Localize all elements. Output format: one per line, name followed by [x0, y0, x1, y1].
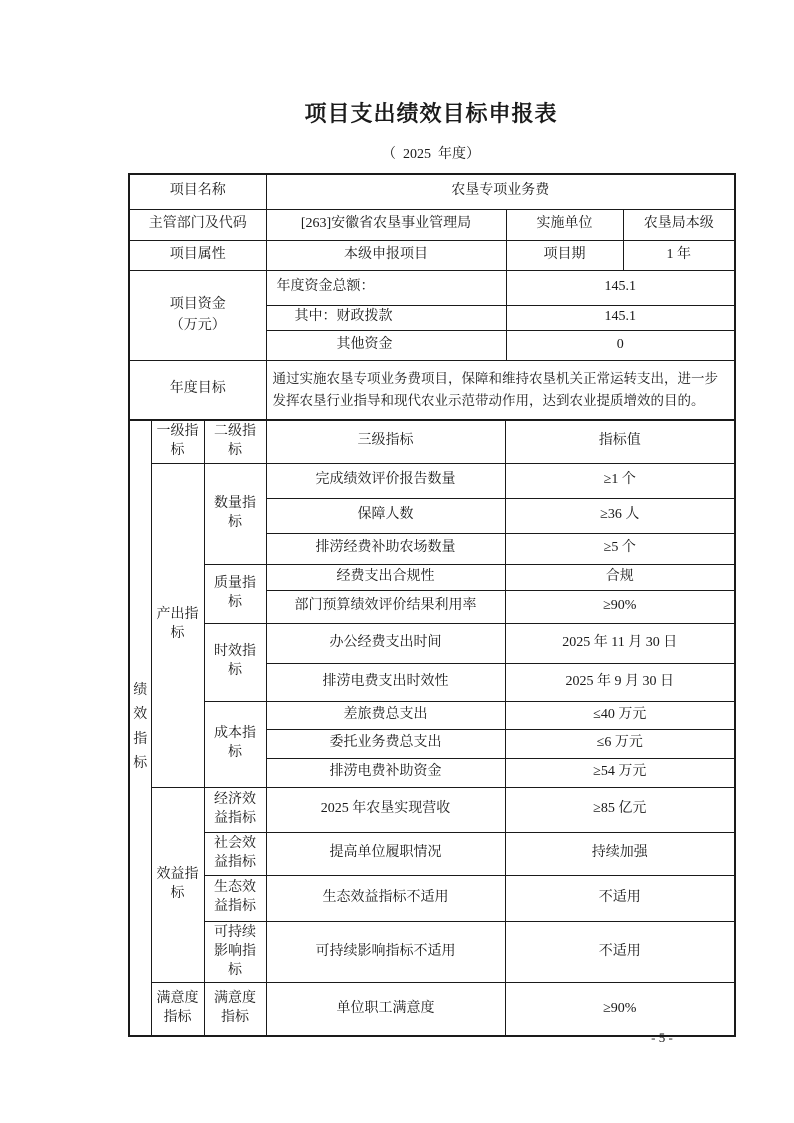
funds-label [129, 270, 266, 360]
indicator-header-row [129, 420, 735, 463]
indicator-name: 排涝电费支出时效性 [266, 663, 505, 701]
indicator-name: 部门预算绩效评价结果利用率 [266, 590, 505, 623]
indicator-value: ≥54 万元 [505, 758, 735, 787]
indicator-value: ≥90% [505, 983, 735, 1036]
header-level3: 三级指标 [266, 420, 505, 463]
annual-goal-label: 年度目标 [129, 360, 266, 420]
indicator-value: 不适用 [505, 875, 735, 921]
indicator-value: ≥5 个 [505, 533, 735, 564]
level2-timeliness: 时效指标 [204, 623, 266, 701]
level2-sustainable: 可持续影响指标 [204, 921, 266, 983]
period-label: 项目期 [506, 240, 623, 270]
level2-satisfaction: 满意度指标 [204, 983, 266, 1036]
funds-fiscal-value: 145.1 [506, 305, 735, 330]
project-name-value: 农垦专项业务费 [266, 174, 735, 209]
project-name-label: 项目名称 [129, 174, 266, 209]
level1-satisfaction: 满意度指标 [151, 983, 204, 1036]
indicator-row [129, 701, 735, 729]
attr-label: 项目属性 [129, 240, 266, 270]
indicator-table [128, 419, 736, 1037]
indicator-row [129, 463, 735, 498]
project-info-table [128, 173, 736, 421]
indicator-name: 委托业务费总支出 [266, 729, 505, 758]
indicator-name: 2025 年农垦实现营收 [266, 787, 505, 832]
indicator-row [129, 921, 735, 983]
indicator-name: 提高单位履职情况 [266, 832, 505, 875]
indicator-row [129, 875, 735, 921]
funds-other-label: 其他资金 [266, 330, 506, 360]
level2-economic: 经济效益指标 [204, 787, 266, 832]
header-level2: 二级指标 [204, 420, 266, 463]
indicator-value: ≤6 万元 [505, 729, 735, 758]
indicator-name: 单位职工满意度 [266, 983, 505, 1036]
indicator-name: 生态效益指标不适用 [266, 875, 505, 921]
page-number: - 5 - [651, 1030, 673, 1045]
indicator-name: 可持续影响指标不适用 [266, 921, 505, 983]
indicator-row [129, 623, 735, 663]
indicator-name: 排涝电费补助资金 [266, 758, 505, 787]
indicator-value: 不适用 [505, 921, 735, 983]
level2-social: 社会效益指标 [204, 832, 266, 875]
indicator-value: 2025 年 11 月 30 日 [505, 623, 735, 663]
table-row [129, 209, 735, 240]
attr-value: 本级申报项目 [266, 240, 506, 270]
funds-other-value: 0 [506, 330, 735, 360]
impl-unit-label: 实施单位 [506, 209, 623, 240]
level1-output: 产出指标 [151, 463, 204, 787]
indicator-value: ≥36 人 [505, 498, 735, 533]
dept-label: 主管部门及代码 [129, 209, 266, 240]
indicator-name: 完成绩效评价报告数量 [266, 463, 505, 498]
indicator-value: 持续加强 [505, 832, 735, 875]
table-row [129, 270, 735, 305]
table-row [129, 360, 735, 420]
indicator-value: ≤40 万元 [505, 701, 735, 729]
header-level1: 一级指标 [151, 420, 204, 463]
indicator-name: 排涝经费补助农场数量 [266, 533, 505, 564]
table-row [129, 174, 735, 209]
indicator-value: 2025 年 9 月 30 日 [505, 663, 735, 701]
indicator-name: 差旅费总支出 [266, 701, 505, 729]
funds-label-line1: 项目资金 [169, 297, 226, 312]
page-title: 项目支出绩效目标申报表 [304, 101, 558, 126]
level2-quality: 质量指标 [204, 564, 266, 623]
funds-label-line2: （万元） [169, 318, 226, 333]
impl-unit-value: 农垦局本级 [623, 209, 735, 240]
indicator-name: 经费支出合规性 [266, 564, 505, 590]
performance-side-text: 绩效指标 [133, 682, 148, 772]
indicator-name: 办公经费支出时间 [266, 623, 505, 663]
funds-total-value: 145.1 [506, 270, 735, 305]
level2-quantity: 数量指标 [204, 463, 266, 564]
indicator-row [129, 787, 735, 832]
indicator-value: 合规 [505, 564, 735, 590]
period-value: 1 年 [623, 240, 735, 270]
table-row [129, 240, 735, 270]
indicator-name: 保障人数 [266, 498, 505, 533]
indicator-row [129, 983, 735, 1036]
annual-goal-text: 通过实施农垦专项业务费项目，保障和维持农垦机关正常运转支出，进一步发挥农垦行业指导和现代农业示范带动作用，达到农业提质增效的目的。 [266, 360, 735, 420]
indicator-value: ≥90% [505, 590, 735, 623]
indicator-value: ≥1 个 [505, 463, 735, 498]
dept-value: [263]安徽省农垦事业管理局 [266, 209, 506, 240]
level2-cost: 成本指标 [204, 701, 266, 787]
indicator-row [129, 832, 735, 875]
page-subtitle: （ 2025 年度） [382, 147, 480, 162]
document-content [128, 0, 734, 1037]
header-value: 指标值 [505, 420, 735, 463]
performance-side-label [129, 420, 151, 1036]
level1-benefit: 效益指标 [151, 787, 204, 983]
funds-total-label: 年度资金总额： [266, 270, 506, 305]
level2-ecological: 生态效益指标 [204, 875, 266, 921]
indicator-value: ≥85 亿元 [505, 787, 735, 832]
funds-fiscal-label: 其中：财政拨款 [266, 305, 506, 330]
indicator-row [129, 564, 735, 590]
